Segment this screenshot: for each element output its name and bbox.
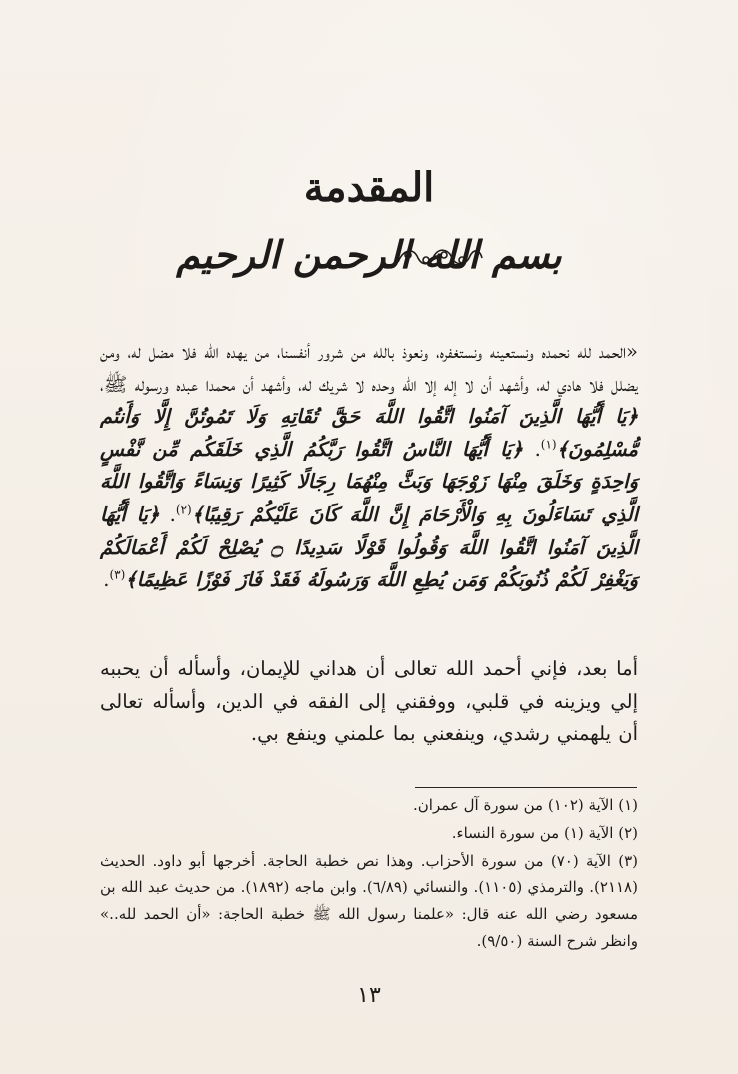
footnotes xyxy=(100,792,638,955)
text-line: الله وحده لا شريك له، وأشهد أن محمدا عبده ورسوله ﷺ، xyxy=(100,372,417,396)
footnote-2: (٢) الآية (١) من سورة النساء. xyxy=(451,823,638,842)
quran-verse-3: ﴿يَا أَيُّهَا الَّذِينَ آمَنُوا اتَّقُوا اللَّهَ وَقُولُوا قَوْلًا سَدِيدًا ۝ يُصْلِحْ لَكُمْ أَعْمَالَكُمْ وَيَغْفِرْ لَكُمْ ذُنُوبَكُمْ وَمَن يُطِعِ اللَّهَ وَرَسُولَهُ فَقَدْ فَازَ فَوْزًا عَظِيمًا﴾ xyxy=(100,502,638,592)
opening-paragraph: «الحمد لله نحمده ونستعينه ونستغفره، ونعوذ بالله من شرور أنفسنا، من يهده الله فلا مضل له، ومن يضلل فلا هادي له، وأشهد أن لا إله إلا الله وحده لا شريك له، وأشهد أن محمدا عبده ورسوله ﷺ، ﴿يَا أَيُّهَا الَّذِينَ آمَنُوا اتَّقُوا اللَّهَ حَقَّ تُقَاتِهِ وَلَا تَمُوتُنَّ إِلَّا وَأَنتُم مُّسْلِمُونَ﴾$^{(١)}$. ﴿يَا أَيُّهَا النَّاسُ اتَّقُوا رَبَّكُمُ الَّذِي خَلَقَكُم مِّن نَّفْسٍ وَاحِدَةٍ وَخَلَقَ مِنْهَا زَوْجَهَا وَبَثَّ مِنْهُمَا رِجَالًا كَثِيرًا وَنِسَاءً وَاتَّقُوا اللَّهَ الَّذِي تَسَاءَلُونَ بِهِ وَالْأَرْحَامَ إِنَّ اللَّهَ كَانَ عَلَيْكُمْ رَقِيبًا﴾$^{(٢)}$. ﴿يَا أَيُّهَا الَّذِينَ آمَنُوا اتَّقُوا اللَّهَ وَقُولُوا قَوْلًا سَدِيدًا ۝ يُصْلِحْ لَكُمْ أَعْمَالَكُمْ وَيَغْفِرْ لَكُمْ ذُنُوبَكُمْ وَمَن يُطِعِ اللَّهَ وَرَسُولَهُ فَقَدْ فَازَ فَوْزًا عَظِيمًا﴾$^{(٣)}$. xyxy=(100,340,638,592)
footnote-ref-2: (٢) xyxy=(175,502,192,517)
text-line: «الحمد لله نحمده ونستعينه ونستغفره، ونعوذ بالله من شرور أنفسنا، xyxy=(276,340,638,363)
page-number: ١٣ xyxy=(357,983,381,1008)
quran-verse-2: ﴿يَا أَيُّهَا النَّاسُ اتَّقُوا رَبَّكُمُ الَّذِي خَلَقَكُم مِّن نَّفْسٍ وَاحِدَةٍ وَخَلَقَ مِنْهَا زَوْجَهَا وَبَثَّ مِنْهُمَا رِجَالًا كَثِيرًا وَنِسَاءً وَاتَّقُوا اللَّهَ الَّذِي تَسَاءَلُونَ بِهِ وَالْأَرْحَامَ إِنَّ اللَّهَ كَانَ عَلَيْكُمْ رَقِيبًا﴾ xyxy=(100,437,638,526)
chapter-title: المقدمة xyxy=(303,164,435,211)
basmala-text: بسم الله الرحمن الرحيم xyxy=(176,232,562,277)
text-line: من يهده الله فلا مضل له، ومن يضلل فلا هادي له، وأشهد أن لا إله إلا xyxy=(100,340,638,396)
footnote-divider xyxy=(415,787,637,788)
quran-verse-1: ﴿يَا أَيُّهَا الَّذِينَ آمَنُوا اتَّقُوا اللَّهَ حَقَّ تُقَاتِهِ وَلَا تَمُوتُنَّ إِلَّا وَأَنتُم مُّسْلِمُونَ﴾ xyxy=(100,405,638,461)
footnote-ref-3: (٣) xyxy=(109,567,126,582)
basmala xyxy=(0,232,738,277)
footnote-3: (٣) الآية (٧٠) من سورة الأحزاب. وهذا نص خطبة الحاجة. أخرجها أبو داود. الحديث (٢١١٨). والترمذي (١١٠٥). والنسائي (٦/٨٩). وابن ماجه (١٨٩٢). من حديث عبد الله بن مسعود رضي الله عنه قال: «علمنا رسول الله ﷺ خطبة الحاجة: «أن الحمد لله..» وانظر شرح السنة (٩/٥٠). xyxy=(100,851,638,950)
footnote-ref-1: (١) xyxy=(540,437,557,452)
second-paragraph: أما بعد، فإني أحمد الله تعالى أن هداني للإيمان، وأسأله أن يحببه إلي ويزينه في قلبي، ووفقني إلى الفقه في الدين، وأسأله تعالى أن يلهمني رشدي، وينفعني بما علمني وينفع بي. xyxy=(100,657,638,746)
footnote-1: (١) الآية (١٠٢) من سورة آل عمران. xyxy=(413,796,638,814)
